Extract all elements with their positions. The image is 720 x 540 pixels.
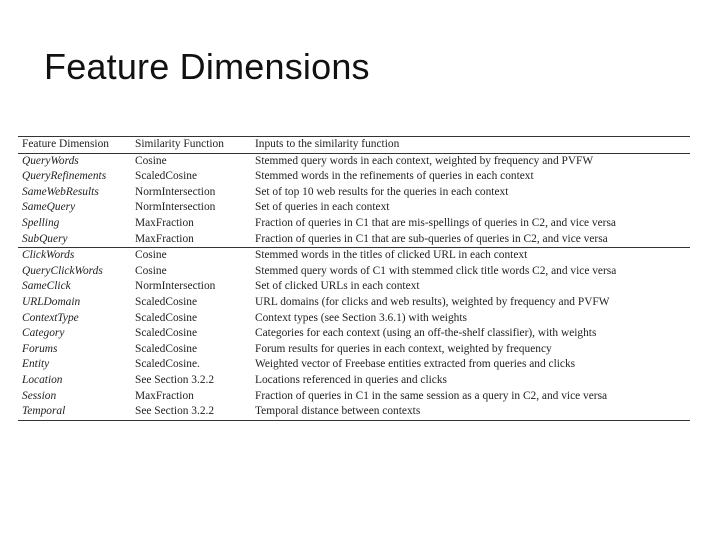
table-body <box>18 153 690 420</box>
feature-dimension-cell: Category <box>22 327 65 340</box>
inputs-cell: Stemmed words in the refinements of queries in each context <box>255 170 534 183</box>
similarity-function-cell: ScaledCosine <box>135 295 198 308</box>
feature-dimension-cell: QueryWords <box>22 154 79 167</box>
feature-table-container <box>18 136 690 421</box>
similarity-function-cell: NormIntersection <box>135 201 216 214</box>
table-row <box>18 169 690 185</box>
similarity-function-cell: ScaledCosine. <box>135 358 200 371</box>
similarity-function-cell: MaxFraction <box>135 389 194 402</box>
inputs-cell: Fraction of queries in C1 in the same session as a query in C2, and vice versa <box>255 389 608 402</box>
inputs-cell: Set of queries in each context <box>255 201 390 214</box>
inputs-cell: Stemmed query words of C1 with stemmed click title words C2, and vice versa <box>255 264 617 277</box>
similarity-function-cell: Cosine <box>135 154 167 167</box>
similarity-function-cell: MaxFraction <box>135 216 194 229</box>
similarity-function-cell: ScaledCosine <box>135 170 198 183</box>
similarity-function-cell: NormIntersection <box>135 185 216 198</box>
table-row <box>18 342 690 358</box>
feature-dimension-cell: SubQuery <box>22 232 68 245</box>
table-row <box>18 357 690 373</box>
table-row <box>18 404 690 420</box>
feature-dimension-cell: SameWebResults <box>22 185 99 198</box>
inputs-cell: Temporal distance between contexts <box>251 404 690 420</box>
feature-dimension-cell: QueryClickWords <box>22 264 103 277</box>
inputs-cell: Context types (see Section 3.6.1) with weights <box>255 311 467 324</box>
similarity-function-cell: ScaledCosine <box>135 342 198 355</box>
similarity-function-cell: See Section 3.2.2 <box>131 404 251 420</box>
table-row <box>18 248 690 264</box>
table-row <box>18 279 690 295</box>
inputs-cell: Stemmed query words in each context, weighted by frequency and PVFW <box>255 154 594 167</box>
feature-dimension-cell: QueryRefinements <box>22 170 107 183</box>
feature-dimension-cell: SameQuery <box>22 201 76 214</box>
feature-dimension-cell: SameClick <box>22 280 71 293</box>
table-row <box>18 389 690 405</box>
table-row <box>18 185 690 201</box>
feature-dimension-cell: Forums <box>22 342 58 355</box>
table-row <box>18 326 690 342</box>
header-feature-dimension: Feature Dimension <box>18 137 131 154</box>
table-row <box>18 216 690 232</box>
header-inputs: Inputs to the similarity function <box>251 137 690 154</box>
feature-dimension-cell: Session <box>22 389 57 402</box>
table-header <box>18 137 690 154</box>
feature-dimension-cell: Spelling <box>22 216 60 229</box>
similarity-function-cell: MaxFraction <box>135 232 194 245</box>
feature-dimensions-table <box>18 136 690 421</box>
table-row <box>18 295 690 311</box>
similarity-function-cell: ScaledCosine <box>135 311 198 324</box>
inputs-cell: Categories for each context (using an off-the-shelf classifier), with weights <box>255 327 597 340</box>
similarity-function-cell: Cosine <box>131 248 251 264</box>
inputs-cell: Locations referenced in queries and clicks <box>255 373 447 386</box>
feature-dimension-cell: Temporal <box>18 404 131 420</box>
inputs-cell: Forum results for queries in each context, weighted by frequency <box>255 342 552 355</box>
inputs-cell: Set of top 10 web results for the queries in each context <box>255 185 509 198</box>
header-row <box>18 137 690 154</box>
inputs-cell: Set of clicked URLs in each context <box>255 280 420 293</box>
similarity-function-cell: NormIntersection <box>135 280 216 293</box>
table-row <box>18 311 690 327</box>
table-row <box>18 200 690 216</box>
feature-dimension-cell: ClickWords <box>18 248 131 264</box>
table-row <box>18 373 690 389</box>
feature-dimension-cell: Entity <box>22 358 50 371</box>
similarity-function-cell: Cosine <box>135 264 167 277</box>
inputs-cell: Fraction of queries in C1 that are sub-queries of queries in C2, and vice versa <box>255 232 608 245</box>
inputs-cell: Fraction of queries in C1 that are mis-spellings of queries in C2, and vice versa <box>255 216 616 229</box>
inputs-cell: Weighted vector of Freebase entities extracted from queries and clicks <box>255 358 576 371</box>
similarity-function-cell: ScaledCosine <box>135 327 198 340</box>
feature-dimension-cell: ContextType <box>22 311 79 324</box>
inputs-cell: URL domains (for clicks and web results), weighted by frequency and PVFW <box>255 295 610 308</box>
similarity-function-cell: See Section 3.2.2 <box>135 373 215 386</box>
inputs-cell: Stemmed words in the titles of clicked URL in each context <box>251 248 690 264</box>
slide-title: Feature Dimensions <box>44 46 370 87</box>
table-row <box>18 232 690 248</box>
feature-dimension-cell: URLDomain <box>22 295 81 308</box>
header-similarity-function: Similarity Function <box>131 137 251 154</box>
table-row <box>18 153 690 169</box>
feature-dimension-cell: Location <box>22 373 63 386</box>
table-row <box>18 264 690 280</box>
